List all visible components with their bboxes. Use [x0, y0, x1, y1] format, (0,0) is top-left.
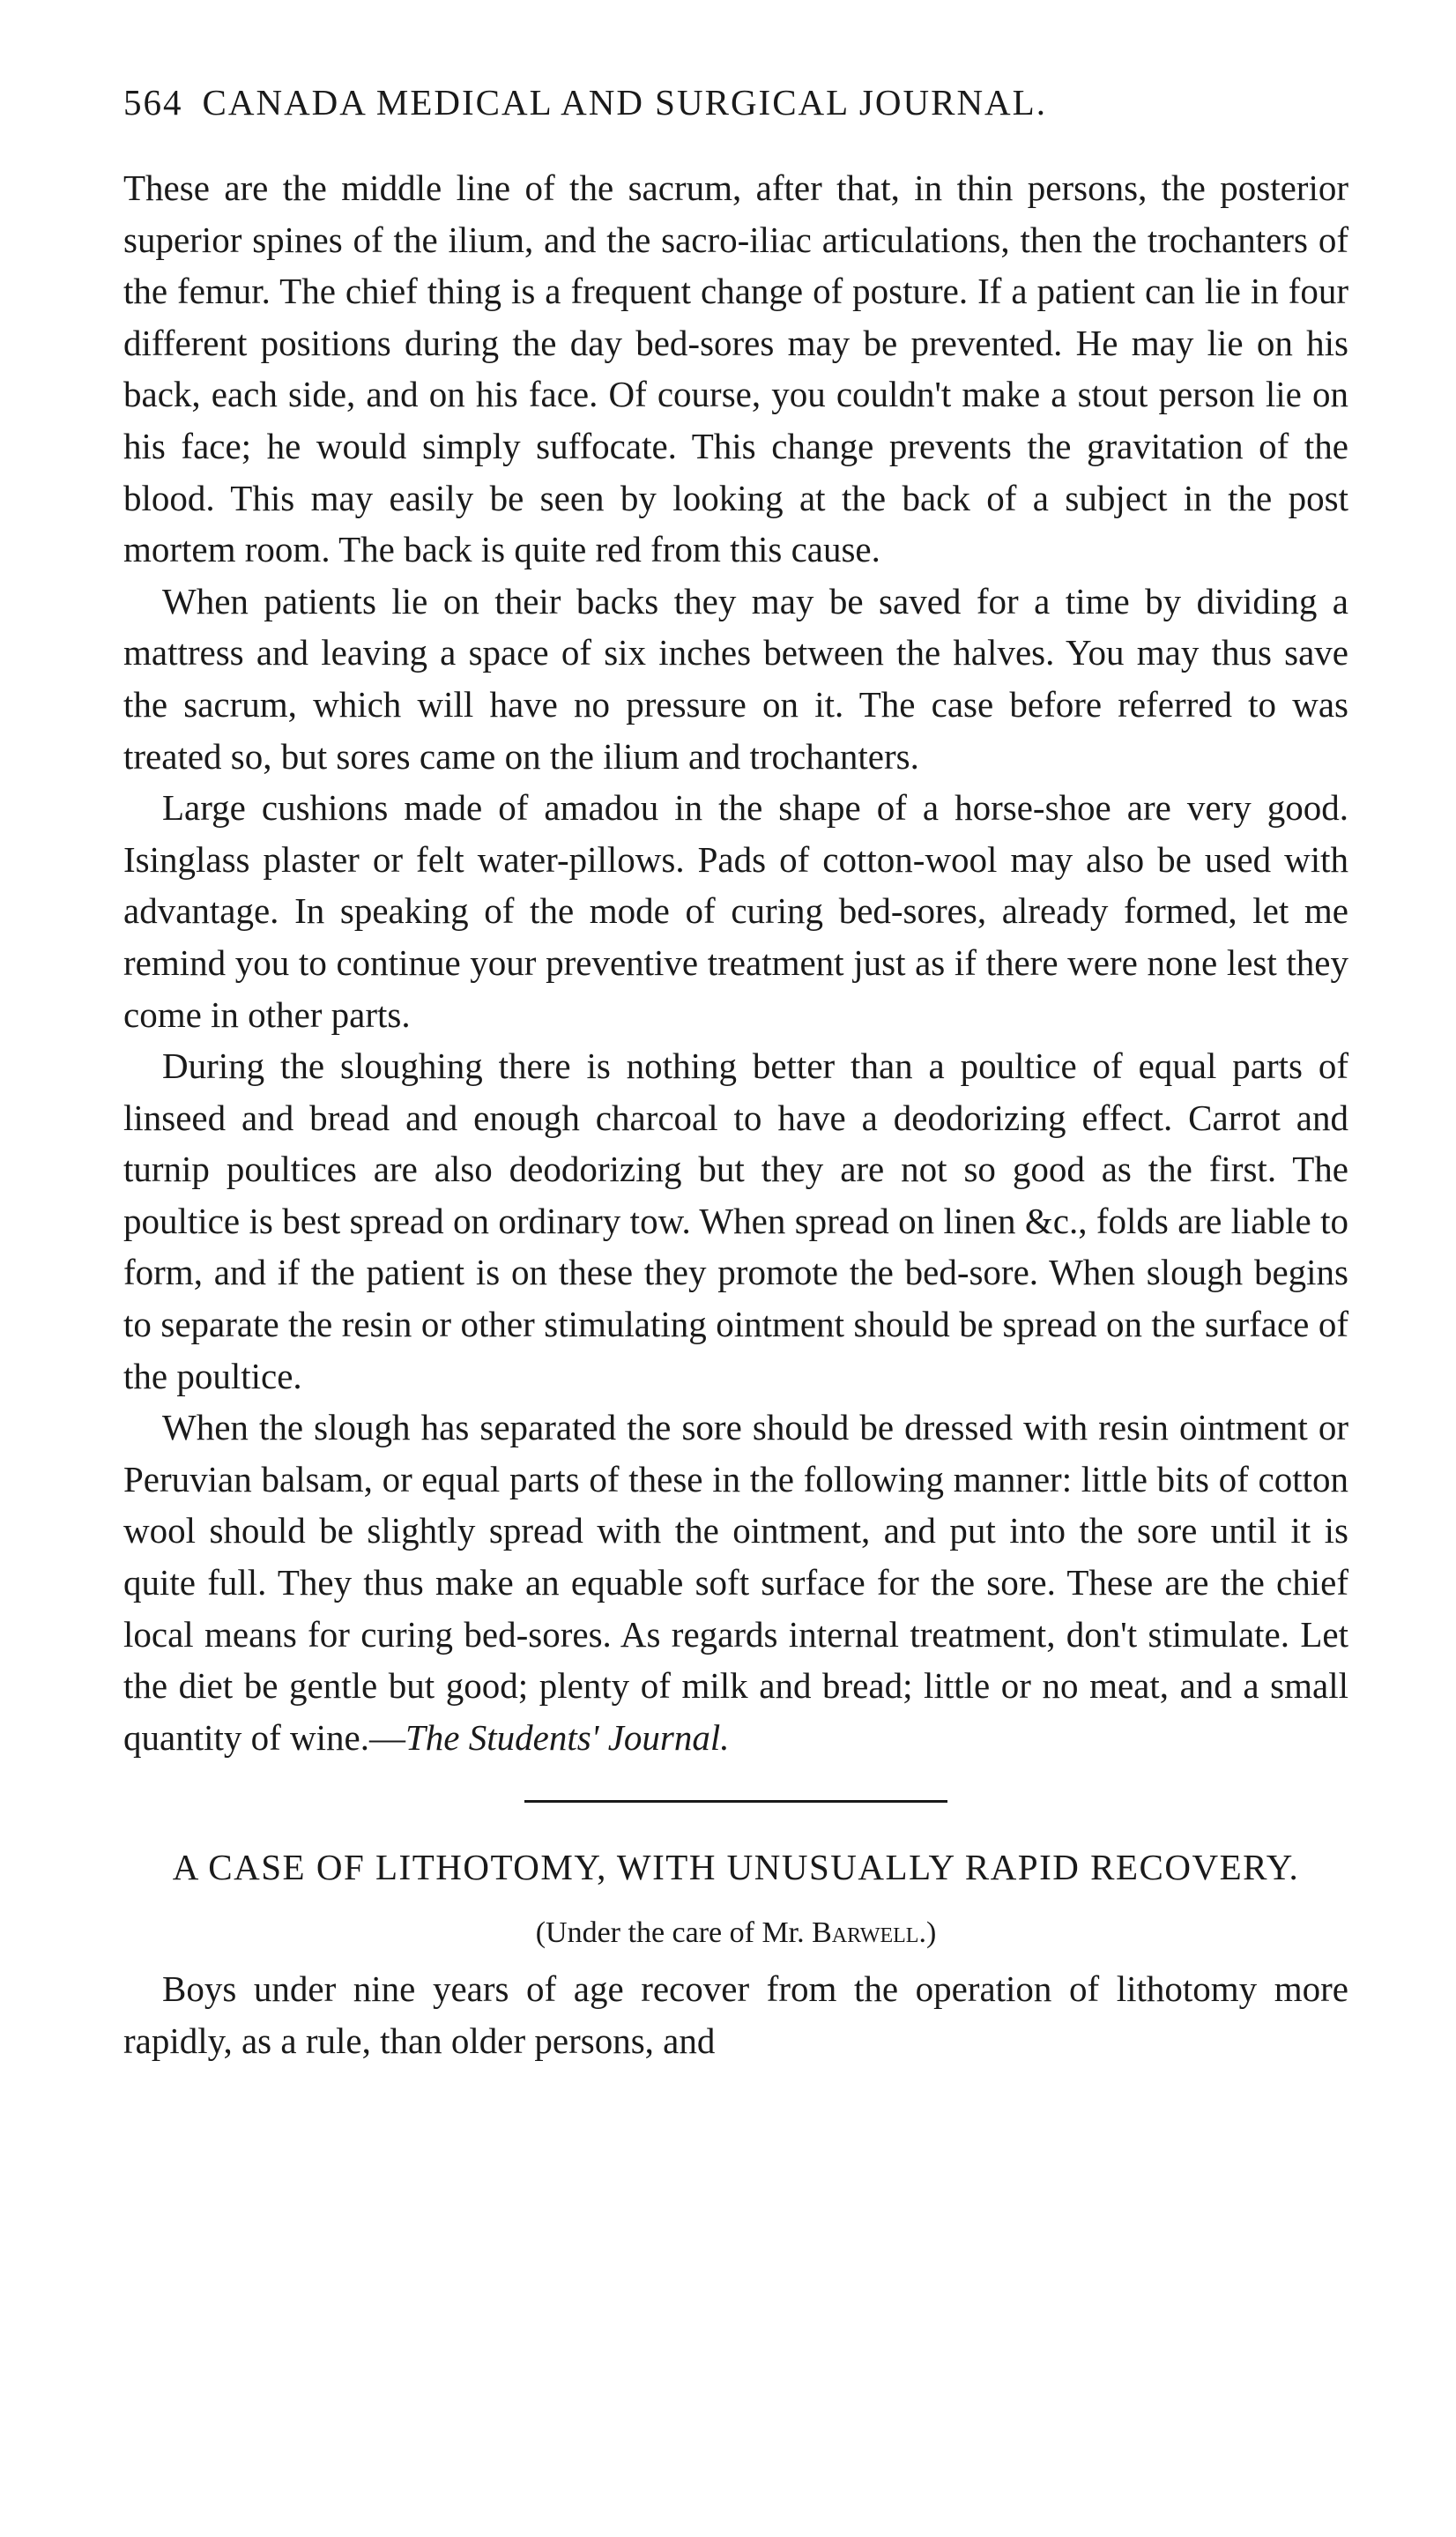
paragraph: Large cushions made of amadou in the shape of a horse-shoe are very good. Isinglass plaster or felt water-pillows. Pads of cotton-wool may also be used with advantage. In speaking of the mode of curing bed-sores, already formed, let me remind you to continue your preventive treatment just as if there were none lest they come in other parts. — [123, 787, 1348, 1035]
article-byline — [123, 1912, 1348, 1954]
byline-surgeon-name: Barwell — [812, 1916, 919, 1950]
page-number: 564 — [123, 82, 183, 123]
source-citation: The Students' Journal. — [405, 1716, 730, 1758]
section-divider — [524, 1800, 947, 1803]
journal-page — [123, 79, 1348, 2067]
journal-title: CANADA MEDICAL AND SURGICAL JOURNAL. — [202, 82, 1047, 123]
previous-article-body — [123, 162, 1348, 1763]
paragraph: During the sloughing there is nothing better than a poultice of equal parts of linseed and bread and enough charcoal to have a deodorizing effect. Carrot and turnip poultices are also deodorizing but they are not so good as the first. The poultice is best spread on ordinary tow. When spread on linen &c., folds are liable to form, and if the patient is on these they promote the bed-sore. When slough begins to separate the resin or other stimulating ointment should be spread on the surface of the poultice. — [123, 1045, 1348, 1396]
paragraph: These are the middle line of the sacrum, after that, in thin persons, the posterior superior spines of the ilium, and the sacro-iliac articulations, then the trochanters of the femur. The chief thing is a frequent change of posture. If a patient can lie in four different positions during the day bed-sores may be prevented. He may lie on his back, each side, and on his face. Of course, you couldn't make a stout person lie on his face; he would simply suffocate. This change prevents the gravitation of the blood. This may easily be seen by looking at the back of a subject in the post mortem room. The back is quite red from this cause. — [123, 167, 1348, 570]
article-opening-paragraph: Boys under nine years of age recover from the operation of lithotomy more rapidly, as a rule, than older persons, and — [123, 1968, 1348, 2061]
paragraph: When patients lie on their backs they may be saved for a time by dividing a mattress and leaving a space of six inches between the halves. You may thus save the sacrum, which will have no pressure on it. The case before referred to was treated so, but sores came on the ilium and trochanters. — [123, 580, 1348, 777]
byline-prefix: (Under the care of Mr. — [535, 1916, 813, 1950]
paragraph-with-citation — [123, 1402, 1348, 1763]
running-head — [123, 79, 1348, 125]
article-title: A CASE OF LITHOTOMY, WITH UNUSUALLY RAPID RECOVERY. — [172, 1847, 1300, 1888]
paragraph-text: When the slough has separated the sore should be dressed with resin ointment or Peruvian balsam, or equal parts of these in the following manner: little bits of cotton wool should be slightly spread with the ointment, and put into the sore until it is quite full. They thus make an equable soft surface for the sore. These are the chief local means for curing bed-sores. As regards internal treatment, don't stimulate. Let the diet be gentle but good; plenty of milk and bread; little or no meat, and a small quantity of wine.— — [123, 1407, 1348, 1758]
byline-suffix: .) — [918, 1916, 937, 1950]
